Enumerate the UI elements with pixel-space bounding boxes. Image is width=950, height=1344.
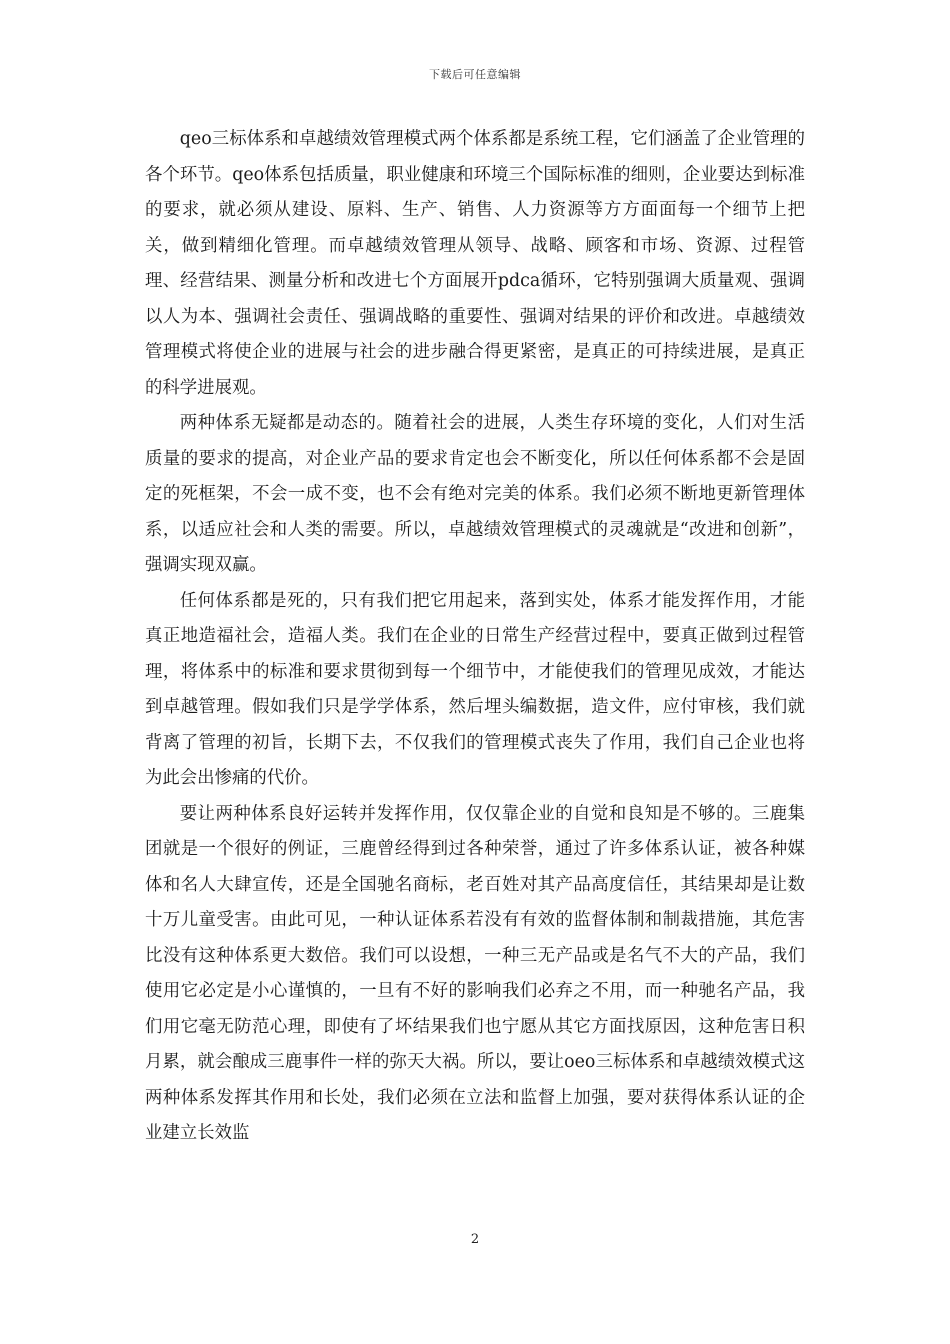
paragraph-1: qeo三标体系和卓越绩效管理模式两个体系都是系统工程，它们涵盖了企业管理的各个环节。qeo体系包括质量，职业健康和环境三个国际标准的细则，企业要达到标准的要求，就必须从建设、原料、生产、销售、人力资源等方方面面每一个细节上把关，做到精细化管理。而卓越绩效管理从领导、战略、顾客和市场、资源、过程管理、经营结果、测量分析和改进七个方面展开pdca循环，它特别强调大质量观、强调以人为本、强调社会责任、强调战略的重要性、强调对结果的评价和改进。卓越绩效管理模式将使企业的进展与社会的进步融合得更紧密，是真正的可持续进展，是真正的科学进展观。 <box>145 129 805 398</box>
page-number: 2 <box>470 1232 480 1247</box>
paragraph-4: 要让两种体系良好运转并发挥作用，仅仅靠企业的自觉和良知是不够的。三鹿集团就是一个很好的例证，三鹿曾经得到过各种荣誉，通过了许多体系认证，被各种媒体和名人大肆宣传，还是全国驰名商标，老百姓对其产品高度信任，其结果却是让数十万儿童受害。由此可见，一种认证体系若没有有效的监督体制和制裁措施，其危害比没有这种体系更大数倍。我们可以设想，一种三无产品或是名气不大的产品，我们使用它必定是小心谨慎的，一旦有不好的影响我们必弃之不用，而一种驰名产品，我们用它毫无防范心理，即使有了坏结果我们也宁愿从其它方面找原因，这种危害日积月累，就会酿成三鹿事件一样的弥天大祸。所以，要让oeo三标体系和卓越绩效模式这两种体系发挥其作用和长处，我们必须在立法和监督上加强，要对获得体系认证的企业建立长效监 <box>145 803 805 1143</box>
document-body <box>145 122 805 1152</box>
paragraph-3: 任何体系都是死的，只有我们把它用起来，落到实处，体系才能发挥作用，才能真正地造福社会，造福人类。我们在企业的日常生产经营过程中，要真正做到过程管理，将体系中的标准和要求贯彻到每一个细节中，才能使我们的管理见成效，才能达到卓越管理。假如我们只是学学体系，然后埋头编数据，造文件，应付审核，我们就背离了管理的初旨，长期下去，不仅我们的管理模式丧失了作用，我们自己企业也将为此会出惨痛的代价。 <box>145 590 805 788</box>
paragraph-2: 两种体系无疑都是动态的。随着社会的进展，人类生存环境的变化，人们对生活质量的要求的提高，对企业产品的要求肯定也会不断变化，所以任何体系都不会是固定的死框架，不会一成不变，也不会有绝对完美的体系。我们必须不断地更新管理体系，以适应社会和人类的需要。所以，卓越绩效管理模式的灵魂就是“改进和创新”，强调实现双赢。 <box>145 413 805 575</box>
page-header: 下载后可任意编辑 <box>429 68 521 81</box>
